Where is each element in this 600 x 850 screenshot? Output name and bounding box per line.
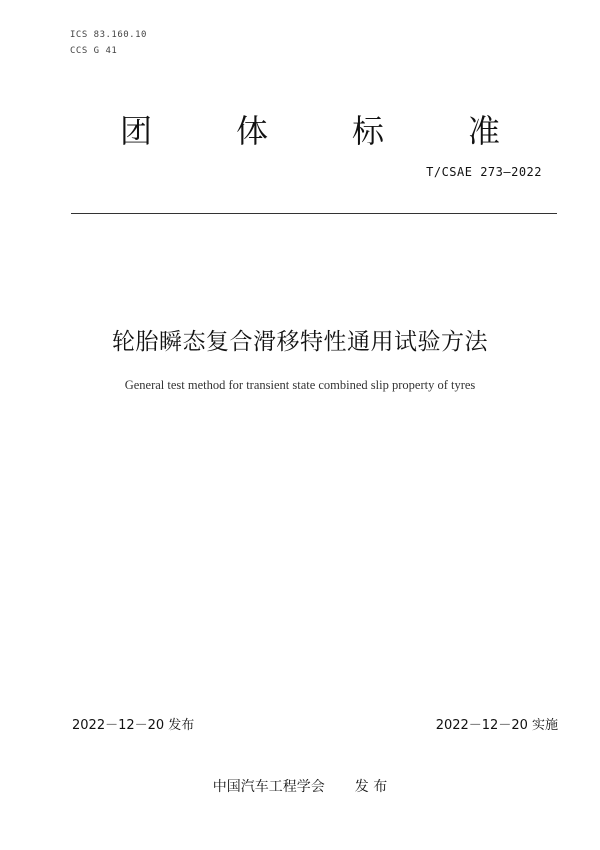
standard-type-char: 团: [120, 112, 153, 150]
standard-number: T/CSAE 273—2022: [426, 165, 542, 179]
standard-type-char: 体: [235, 112, 268, 150]
standard-type-char: 准: [467, 112, 500, 150]
document-title-chinese: 轮胎瞬态复合滑移特性通用试验方法: [112, 329, 488, 355]
standard-type-char: 标: [351, 112, 384, 150]
standard-type-heading: [120, 109, 500, 153]
issue-date: 2022－12－20 发布: [72, 718, 195, 733]
publisher-line: [0, 776, 600, 796]
header-divider: [71, 213, 557, 214]
ccs-code: CCS G 41: [70, 46, 118, 56]
document-title-english: General test method for transient state combined slip property of tyres: [124, 378, 476, 392]
publisher-org: 中国汽车工程学会: [212, 779, 325, 795]
implementation-date: 2022－12－20 实施: [435, 718, 558, 733]
ics-code: ICS 83.160.10: [70, 30, 147, 40]
publisher-action: 发 布: [354, 779, 388, 795]
